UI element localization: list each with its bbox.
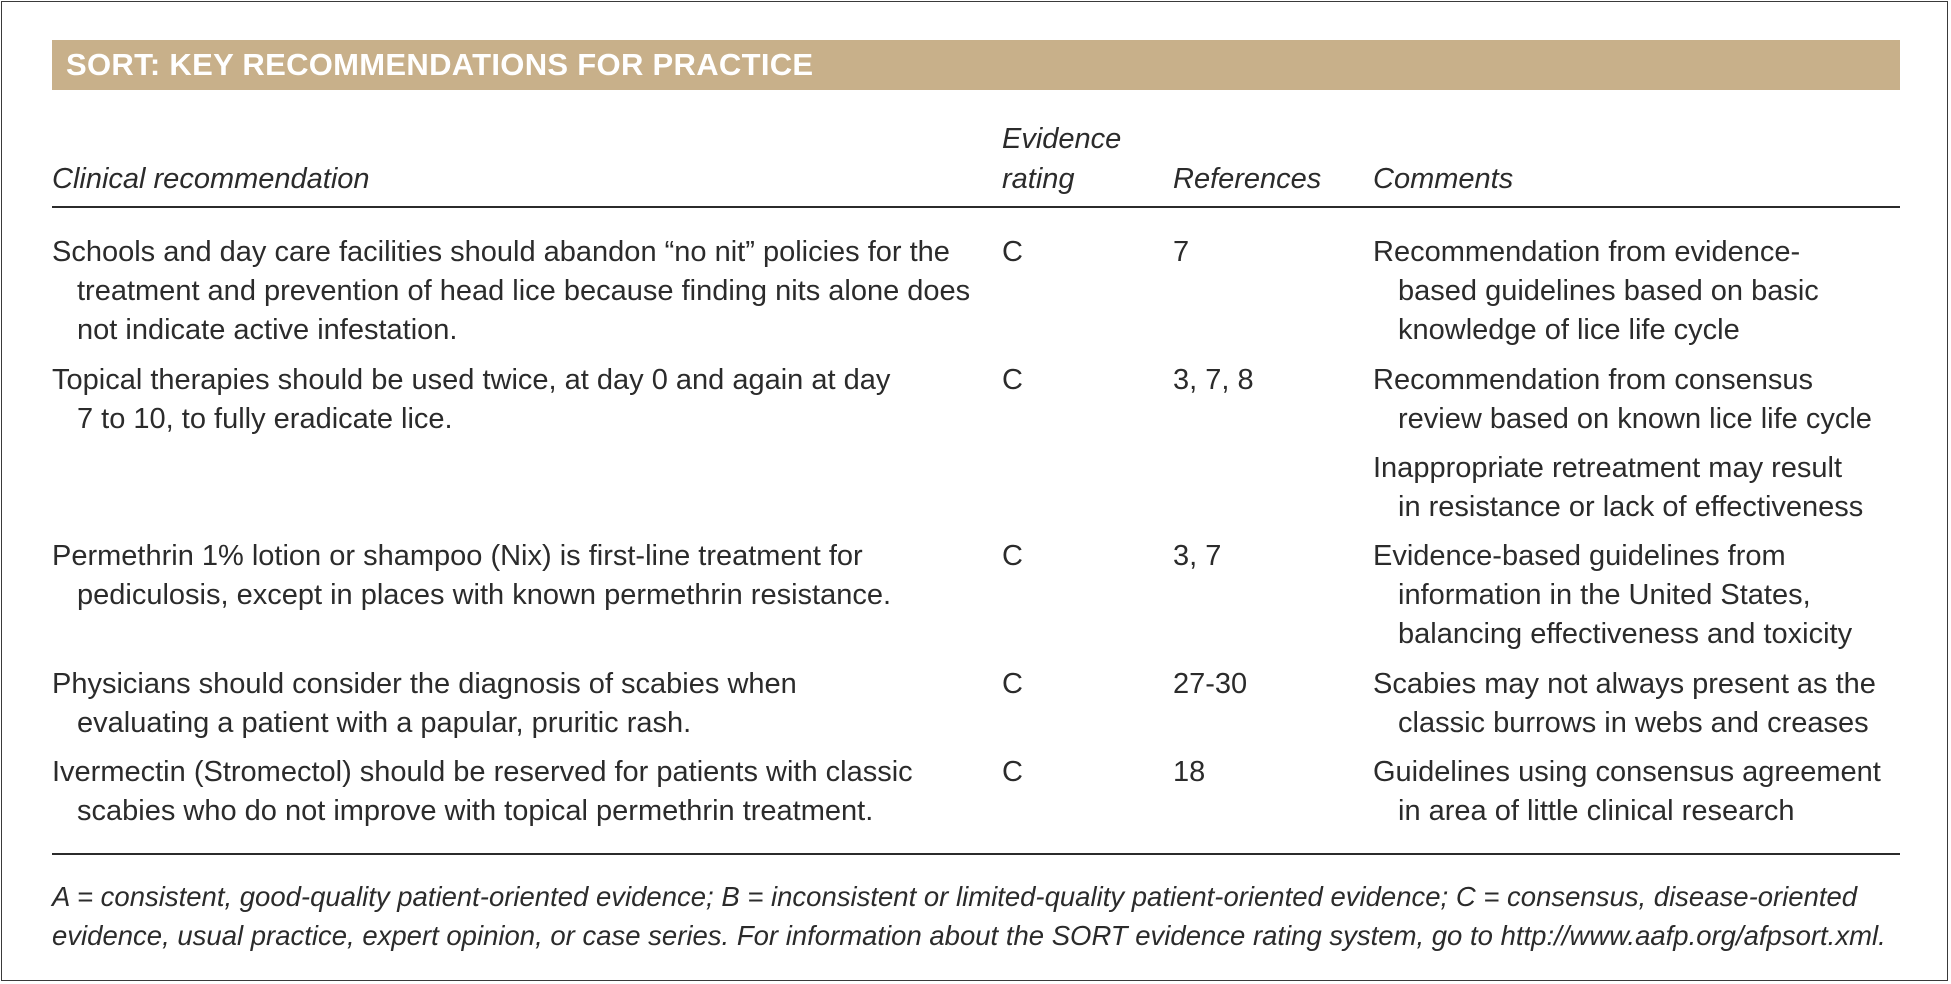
header-comments: Comments xyxy=(1373,163,1514,195)
table-row-3-references: 3, 7 xyxy=(1173,540,1222,572)
header-evidence-rating-line1: Evidence xyxy=(1002,123,1122,155)
table-row-2-references: 3, 7, 8 xyxy=(1173,364,1254,396)
table-row-1-references: 7 xyxy=(1173,236,1190,268)
table-row-1-recommendation: Schools and day care facilities should abandon “no nit” policies for the treatment and prevention of head lice because finding nits alone does not indicate active infestation. xyxy=(52,236,971,346)
table-row-2-comment-1: Recommendation from consensus review based on known lice life cycle xyxy=(1373,364,1872,435)
table-row-4-references: 27-30 xyxy=(1173,668,1248,700)
table-row-3-recommendation: Permethrin 1% lotion or shampoo (Nix) is first-line treatment for pediculosis, except in places with known permethrin resistance. xyxy=(52,540,892,611)
header-clinical-recommendation: Clinical recommendation xyxy=(52,163,370,195)
table-row-5-recommendation: Ivermectin (Stromectol) should be reserved for patients with classic scabies who do not improve with topical permethrin treatment. xyxy=(52,756,913,827)
header-references: References xyxy=(1173,163,1322,195)
table-row-1-comment: Recommendation from evidence- based guidelines based on basic knowledge of lice life cycle xyxy=(1373,236,1819,346)
table-row-3-rating: C xyxy=(1002,540,1023,572)
table-row-5-rating: C xyxy=(1002,756,1023,788)
table-row-2-rating: C xyxy=(1002,364,1023,396)
footer-rule xyxy=(52,853,1900,855)
header-rule xyxy=(52,206,1900,208)
table-row-4-comment: Scabies may not always present as the classic burrows in webs and creases xyxy=(1373,668,1876,739)
footnote-line-2: evidence, usual practice, expert opinion, or case series. For information about the SORT evidence rating system, go to http://www.aafp.org/afpsort.xml. xyxy=(52,920,1886,951)
table-row-5-comment: Guidelines using consensus agreement in area of little clinical research xyxy=(1373,756,1881,827)
banner-title: SORT: KEY RECOMMENDATIONS FOR PRACTICE xyxy=(66,47,814,82)
table-row-1-rating: C xyxy=(1002,236,1023,268)
footnote-line-1: A = consistent, good-quality patient-oriented evidence; B = inconsistent or limited-quality patient-oriented evidence; C = consensus, disease-oriented xyxy=(52,881,1858,912)
evidence-rating-footnote xyxy=(52,877,1922,955)
header-evidence-rating-line2: rating xyxy=(1002,163,1075,195)
table-row-2-comment-2: Inappropriate retreatment may result in resistance or lack of effectiveness xyxy=(1373,452,1864,523)
table-row-4-recommendation: Physicians should consider the diagnosis of scabies when evaluating a patient with a papular, pruritic rash. xyxy=(52,668,797,739)
sort-banner xyxy=(52,40,1900,90)
table-row-2-recommendation: Topical therapies should be used twice, at day 0 and again at day 7 to 10, to fully eradicate lice. xyxy=(52,364,891,435)
table-row-5-references: 18 xyxy=(1173,756,1206,788)
table-row-4-rating: C xyxy=(1002,668,1023,700)
table-row-3-comment: Evidence-based guidelines from information in the United States, balancing effectiveness and toxicity xyxy=(1373,540,1853,650)
